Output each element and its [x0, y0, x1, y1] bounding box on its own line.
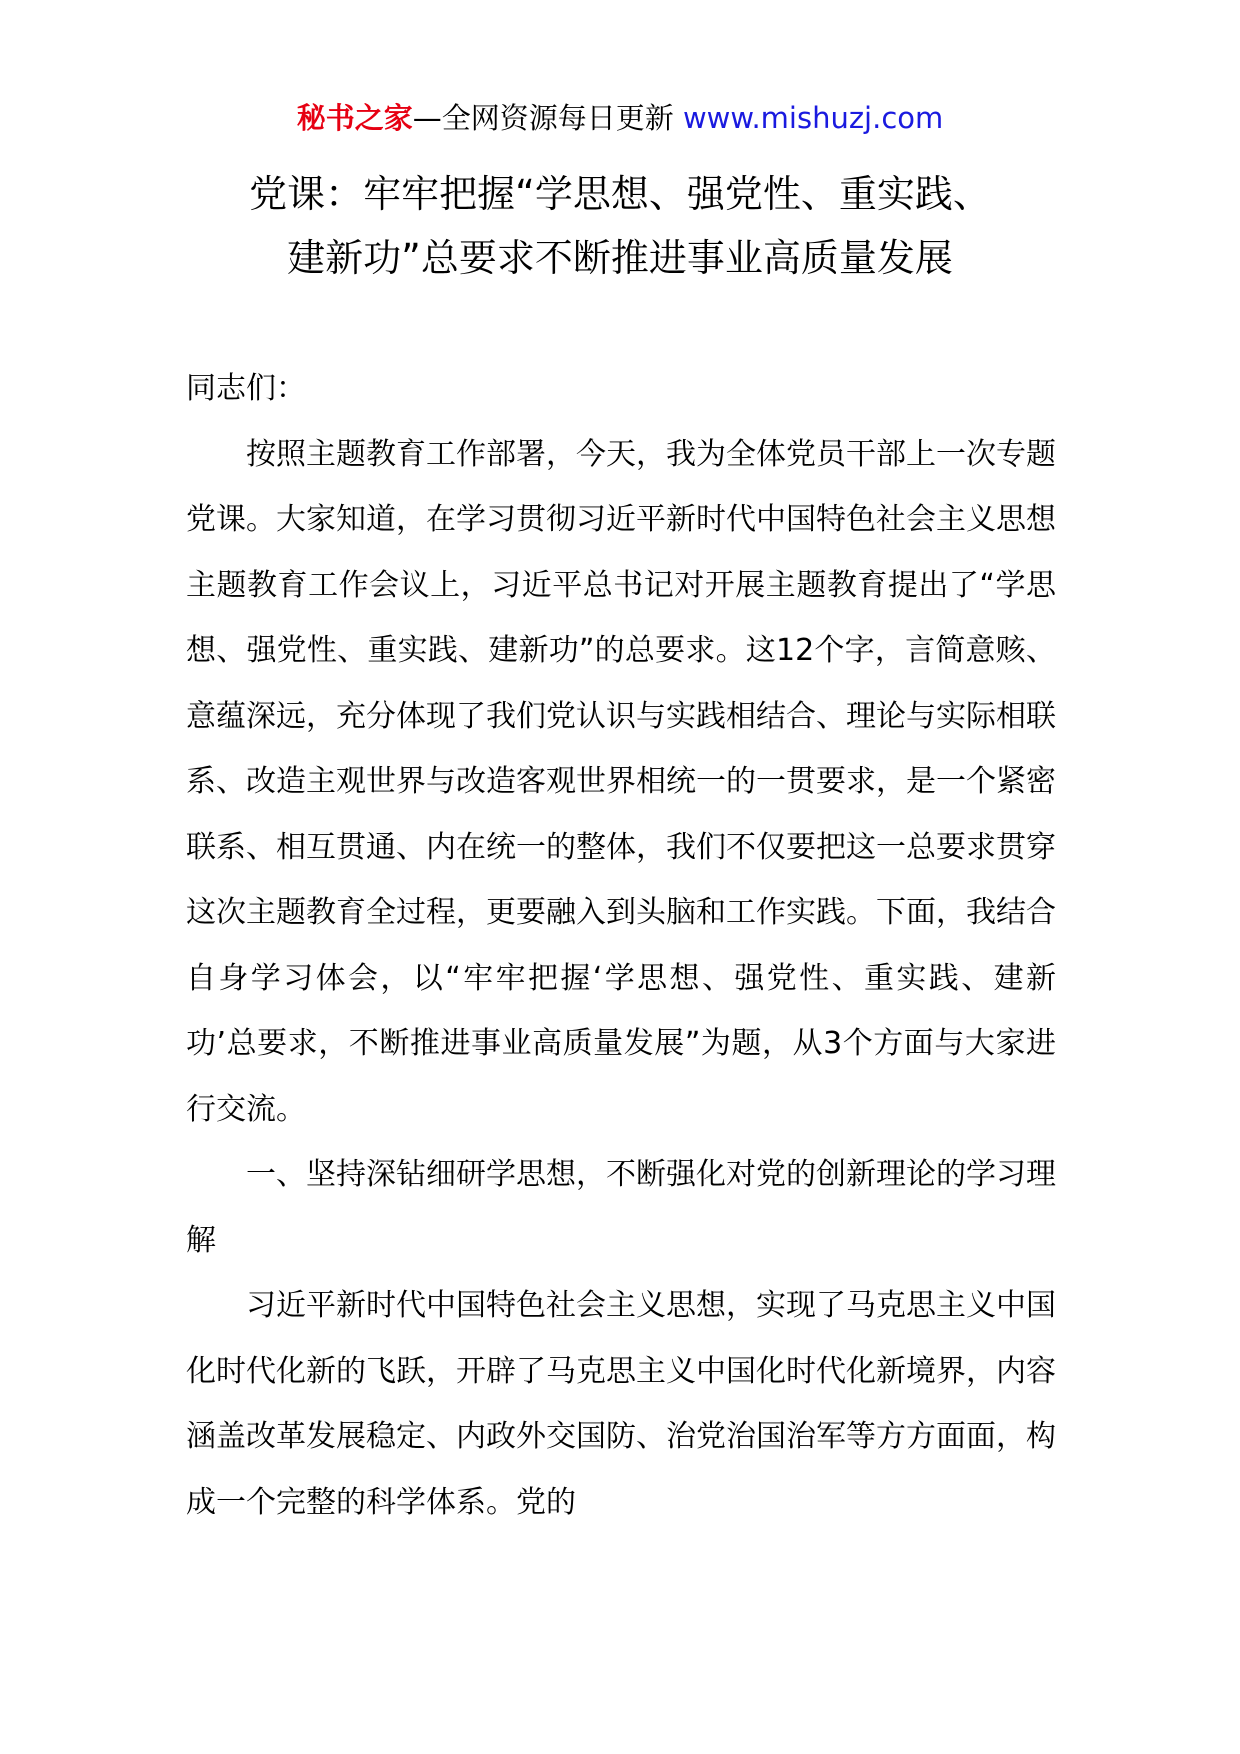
title-line-2: 建新功”总要求不断推进事业高质量发展: [287, 236, 953, 280]
section-heading-1: 一、坚持深钻细研学思想，不断强化对党的创新理论的学习理解: [186, 1157, 1056, 1258]
site-slogan: —全网资源每日更新: [412, 101, 683, 135]
site-brand: 秘书之家: [296, 101, 413, 135]
document-body: [186, 356, 1056, 1535]
document-title: [150, 162, 1090, 290]
salutation: 同志们：: [186, 371, 306, 406]
title-line-1: 党课：牢牢把握“学思想、强党性、重实践、: [249, 172, 991, 216]
site-url-link[interactable]: www.mishuzj.com: [682, 101, 944, 135]
site-header: [0, 98, 1240, 138]
intro-paragraph: 按照主题教育工作部署，今天，我为全体党员干部上一次专题党课。大家知道，在学习贯彻习近平新时代中国特色社会主义思想主题教育工作会议上，习近平总书记对开展主题教育提出了“学思想、强党性、重实践、建新功”的总要求。这12个字，言简意赅、意蕴深远，充分体现了我们党认识与实践相结合、理论与实际相联系、改造主观世界与改造客观世界相统一的一贯要求，是一个紧密联系、相互贯通、内在统一的整体，我们不仅要把这一总要求贯穿这次主题教育全过程，更要融入到头脑和工作实践。下面，我结合自身学习体会，以“牢牢把握‘学思想、强党性、重实践、建新功’总要求，不断推进事业高质量发展”为题，从3个方面与大家进行交流。: [186, 436, 1056, 1127]
section-1-paragraph: 习近平新时代中国特色社会主义思想，实现了马克思主义中国化时代化新的飞跃，开辟了马克思主义中国化时代化新境界，内容涵盖改革发展稳定、内政外交国防、治党治国治军等方方面面，构成一个完整的科学体系。党的: [186, 1288, 1056, 1520]
